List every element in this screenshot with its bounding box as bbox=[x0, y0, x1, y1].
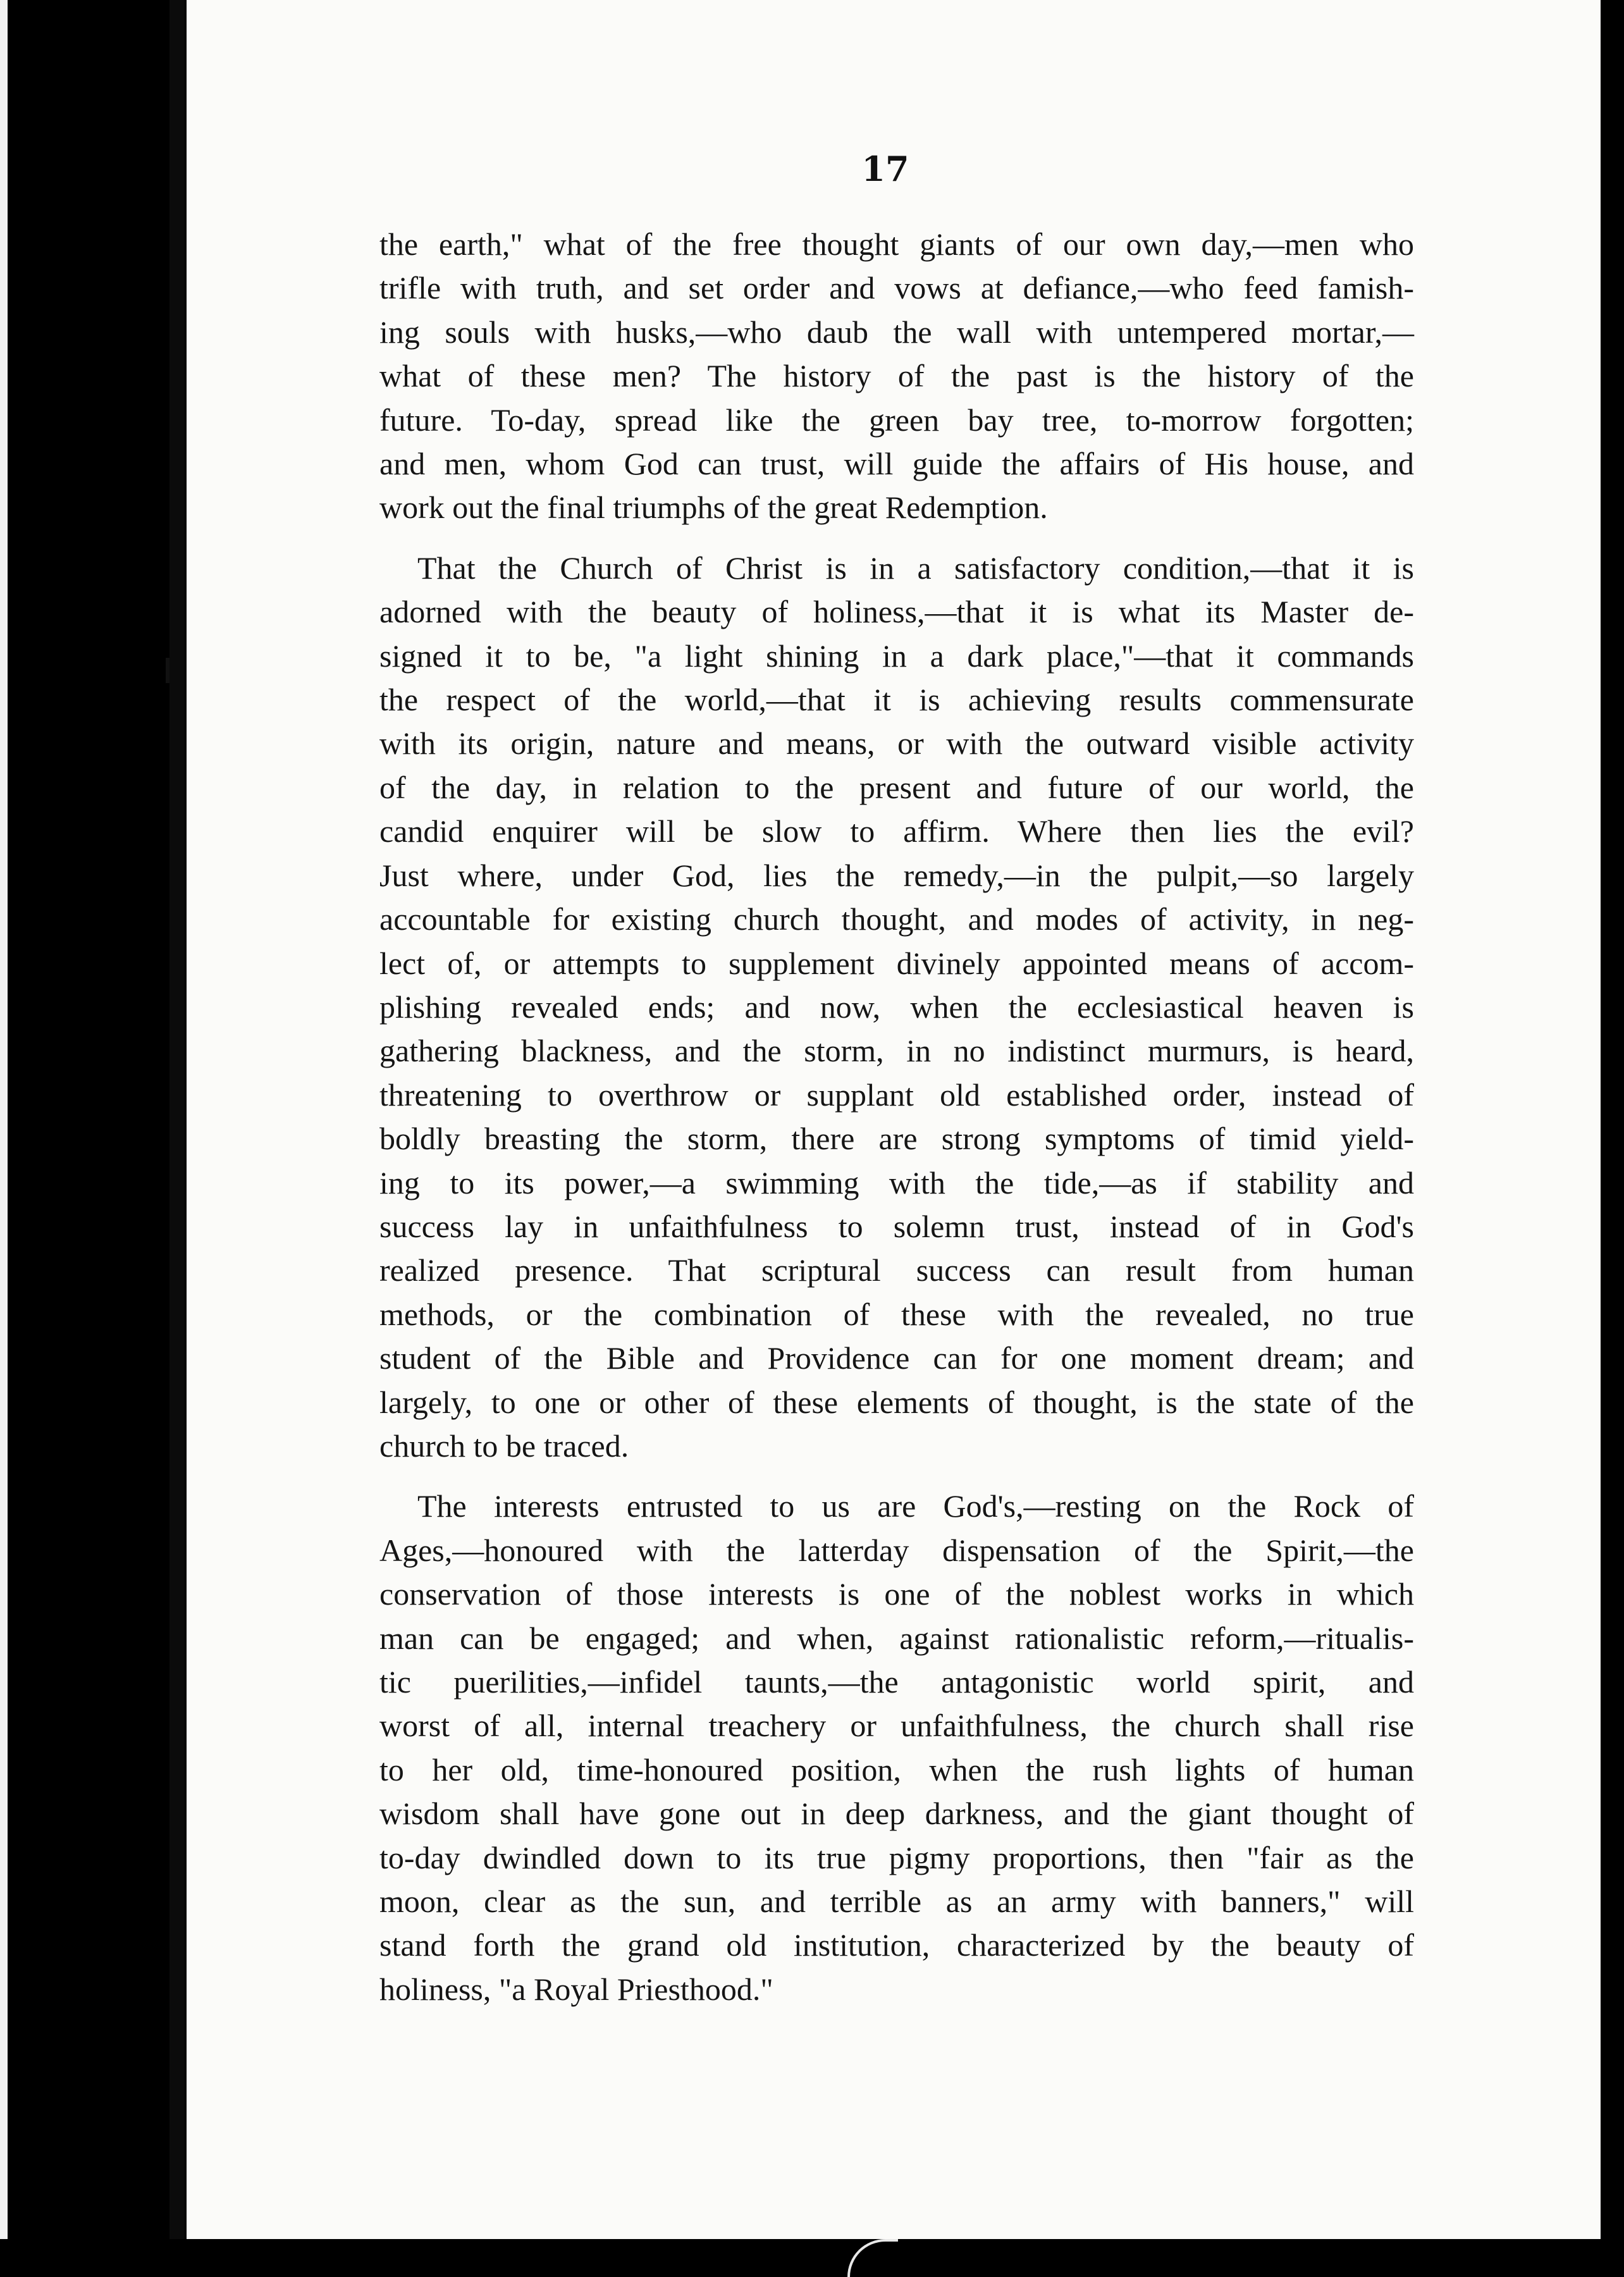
text-line: threatening to overthrow or supplant old established order, instead of bbox=[379, 1077, 1414, 1113]
page-number: 17 bbox=[861, 149, 909, 189]
text-line: stand forth the grand old institution, characterized by the beauty of bbox=[379, 1927, 1414, 1963]
paragraph-3 bbox=[379, 1484, 1414, 2011]
text-line: largely, to one or other of these elements of thought, is the state of the bbox=[379, 1384, 1414, 1420]
text-line: tic puerilities,—infidel taunts,—the antagonistic world spirit, and bbox=[379, 1664, 1414, 1700]
text-line: candid enquirer will be slow to affirm. Where then lies the evil? bbox=[379, 813, 1414, 849]
text-line: future. To-day, spread like the green bay tree, to-morrow forgotten; bbox=[379, 402, 1414, 438]
page-curl-mark bbox=[847, 2239, 898, 2277]
text-line: conservation of those interests is one of the noblest works in which bbox=[379, 1576, 1414, 1612]
text-line: That the Church of Christ is in a satisfactory condition,—that it is bbox=[417, 550, 1414, 586]
text-line: the earth," what of the free thought giants of our own day,—men who bbox=[379, 226, 1414, 262]
text-line: ing souls with husks,—who daub the wall with untempered mortar,— bbox=[379, 314, 1414, 350]
text-line: of the day, in relation to the present and future of our world, the bbox=[379, 769, 1414, 805]
text-line: wisdom shall have gone out in deep darkness, and the giant thought of bbox=[379, 1796, 1414, 1832]
text-line: the respect of the world,—that it is achieving results commensurate bbox=[379, 682, 1414, 718]
text-line: worst of all, internal treachery or unfaithfulness, the church shall rise bbox=[379, 1708, 1414, 1744]
text-line: what of these men? The history of the past is the history of the bbox=[379, 358, 1414, 394]
text-line: realized presence. That scriptural success can result from human bbox=[379, 1252, 1414, 1288]
facing-page-edge bbox=[0, 0, 8, 2239]
text-line: moon, clear as the sun, and terrible as an army with banners," will bbox=[379, 1884, 1414, 1920]
text-line: ing to its power,—a swimming with the tide,—as if stability and bbox=[379, 1164, 1414, 1200]
text-line: adorned with the beauty of holiness,—that it is what its Master de- bbox=[379, 594, 1414, 630]
text-line: trifle with truth, and set order and vows at defiance,—who feed famish- bbox=[379, 270, 1414, 306]
text-line: holiness, "a Royal Priesthood." bbox=[379, 1971, 773, 2007]
text-line: boldly breasting the storm, there are strong symptoms of timid yield- bbox=[379, 1121, 1414, 1157]
paragraph-1 bbox=[379, 223, 1414, 530]
text-line: to her old, time-honoured position, when the rush lights of human bbox=[379, 1751, 1414, 1787]
margin-mark bbox=[166, 658, 169, 683]
text-line: signed it to be, "a light shining in a dark place,"—that it commands bbox=[379, 638, 1414, 674]
text-line: accountable for existing church thought, and modes of activity, in neg- bbox=[379, 901, 1414, 937]
text-line: work out the final triumphs of the great Redemption. bbox=[379, 490, 1048, 526]
paragraph-2 bbox=[379, 546, 1414, 1469]
text-line: The interests entrusted to us are God's,—resting on the Rock of bbox=[417, 1488, 1414, 1524]
text-line: success lay in unfaithfulness to solemn trust, instead of in God's bbox=[379, 1208, 1414, 1244]
text-line: gathering blackness, and the storm, in no indistinct murmurs, is heard, bbox=[379, 1033, 1414, 1069]
text-line: Just where, under God, lies the remedy,—in the pulpit,—so largely bbox=[379, 857, 1414, 893]
body-text bbox=[379, 223, 1414, 2028]
text-line: man can be engaged; and when, against rationalistic reform,—ritualis- bbox=[379, 1620, 1414, 1656]
text-line: methods, or the combination of these with the revealed, no true bbox=[379, 1296, 1414, 1332]
text-line: lect of, or attempts to supplement divinely appointed means of accom- bbox=[379, 945, 1414, 981]
text-line: and men, whom God can trust, will guide the affairs of His house, and bbox=[379, 446, 1414, 482]
binding-shadow bbox=[169, 0, 185, 2239]
text-line: to-day dwindled down to its true pigmy proportions, then "fair as the bbox=[379, 1839, 1414, 1875]
text-line: church to be traced. bbox=[379, 1428, 629, 1464]
text-line: plishing revealed ends; and now, when the ecclesiastical heaven is bbox=[379, 989, 1414, 1025]
text-line: student of the Bible and Providence can for one moment dream; and bbox=[379, 1340, 1414, 1376]
text-line: with its origin, nature and means, or with the outward visible activity bbox=[379, 725, 1414, 762]
text-line: Ages,—honoured with the latterday dispensation of the Spirit,—the bbox=[379, 1532, 1414, 1568]
